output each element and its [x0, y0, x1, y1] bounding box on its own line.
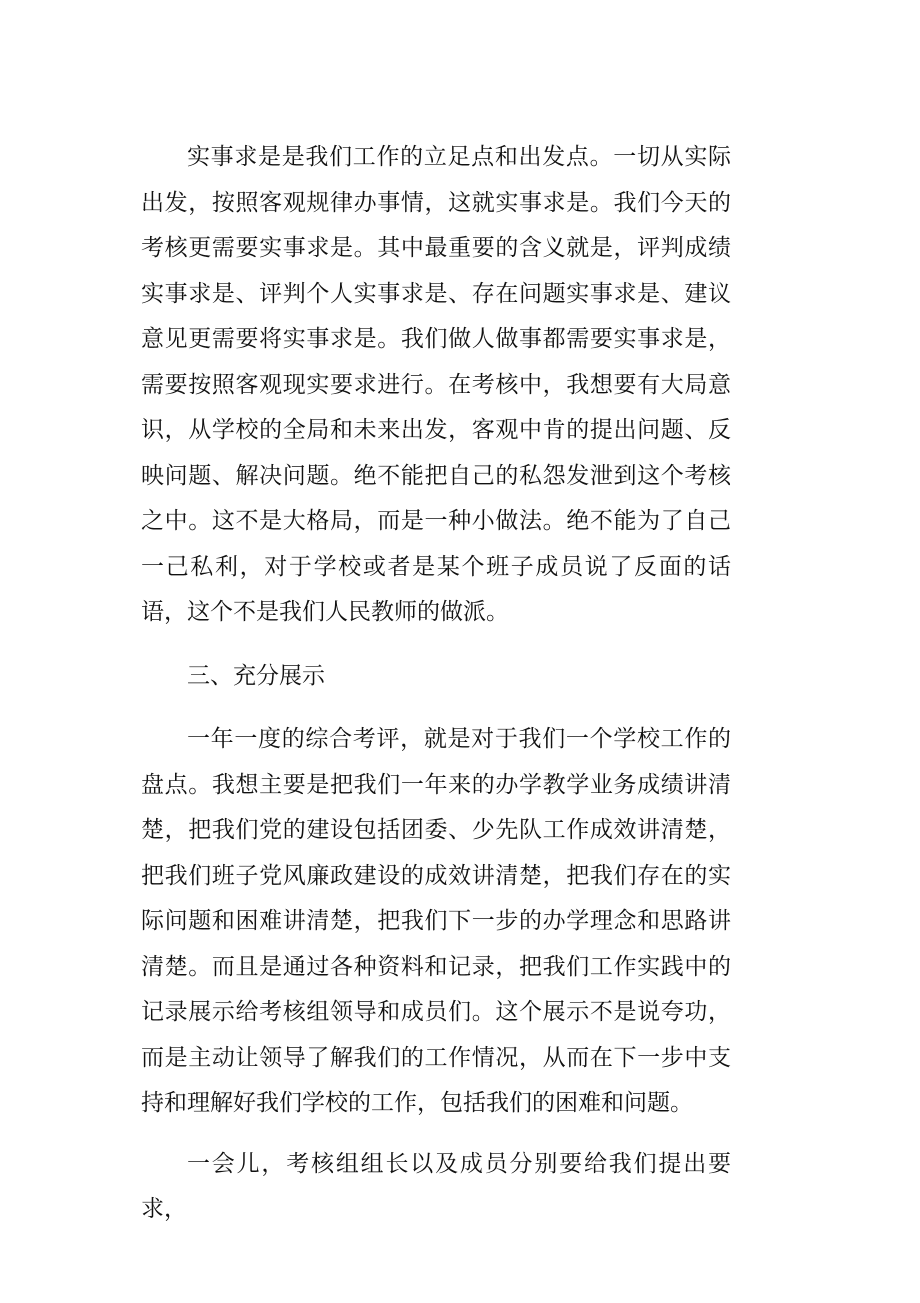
paragraph-inspection-team: 一会儿，考核组组长以及成员分别要给我们提出要求，: [141, 1150, 731, 1222]
paragraph-annual-review: 一年一度的综合考评，就是对于我们一个学校工作的盘点。我想主要是把我们一年来的办学教学业务成绩讲清楚，把我们党的建设包括团委、少先队工作成效讲清楚，把我们班子党风廉政建设的成效讲清楚，把我们存在的实际问题和困难讲清楚，把我们下一步的办学理念和思路讲清楚。而且是通过各种资料和记录，把我们工作实践中的记录展示给考核组领导和成员们。这个展示不是说夸功，而是主动让领导了解我们的工作情况，从而在下一步中支持和理解好我们学校的工作，包括我们的困难和问题。: [141, 726, 731, 1116]
document-body: [141, 135, 731, 1233]
section-heading-full-display: 三、充分展示: [187, 662, 325, 689]
paragraph-seek-truth: 实事求是是我们工作的立足点和出发点。一切从实际出发，按照客观规律办事情，这就实事求是。我们今天的考核更需要实事求是。其中最重要的含义就是，评判成绩实事求是、评判个人实事求是、存在问题实事求是、建议意见更需要将实事求是。我们做人做事都需要实事求是，需要按照客观现实要求进行。在考核中，我想要有大局意识，从学校的全局和未来出发，客观中肯的提出问题、反映问题、解决问题。绝不能把自己的私怨发泄到这个考核之中。这不是大格局，而是一种小做法。绝不能为了自己一己私利，对于学校或者是某个班子成员说了反面的话语，这个不是我们人民教师的做派。: [141, 144, 731, 625]
